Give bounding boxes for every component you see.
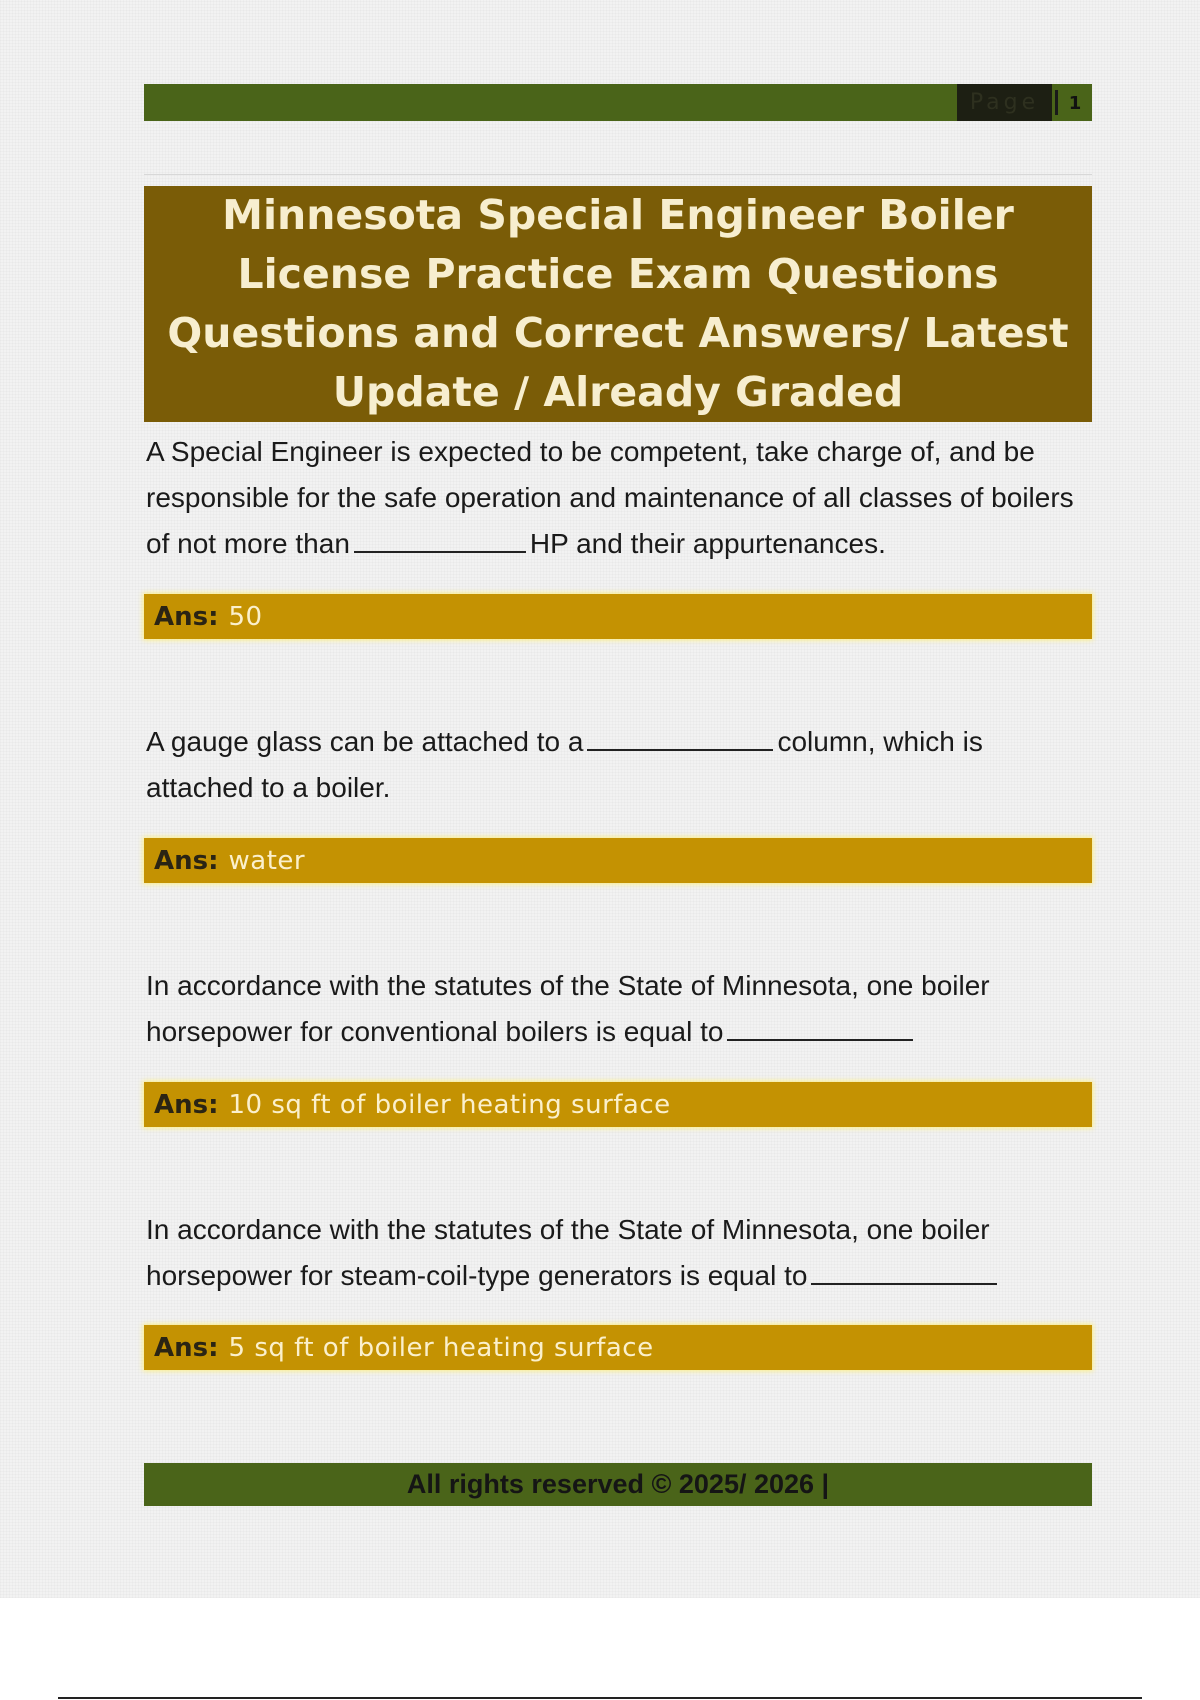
answer-1-value: 50 [228,601,263,632]
question-2 [146,719,1086,811]
title-banner [144,186,1092,422]
question-2-text-before: A gauge glass can be attached to a [146,726,584,757]
answer-bar-2 [144,838,1092,883]
page-number: 1 [1068,93,1082,114]
answer-bar-4 [144,1325,1092,1370]
question-4-text-before: In accordance with the statutes of the State of Minnesota, one boiler horsepower for steam-coil-type generators is equal to [146,1214,990,1291]
footer-bar [144,1463,1092,1506]
answer-4-value: 5 sq ft of boiler heating surface [228,1332,654,1363]
answer-4-prefix: Ans: [154,1332,219,1363]
answer-2-value: water [228,845,306,876]
answer-2-prefix: Ans: [154,845,219,876]
answer-bar-3 [144,1082,1092,1127]
question-1-text-after: HP and their appurtenances. [529,528,886,559]
answer-3-prefix: Ans: [154,1089,219,1120]
answer-1-prefix: Ans: [154,601,219,632]
answer-3-value: 10 sq ft of boiler heating surface [228,1089,671,1120]
question-2-text-after: column, which is attached to a boiler. [146,726,983,803]
question-4-blank [811,1253,997,1285]
page-header-bar [144,84,1092,121]
question-4 [146,1207,1086,1299]
question-1-text-before: A Special Engineer is expected to be competent, take charge of, and be responsible for the safe operation and maintenance of all classes of boilers of not more than [146,436,1074,559]
question-2-blank [587,719,773,751]
header-divider [144,174,1092,175]
bottom-divider [58,1697,1142,1699]
footer-copyright: All rights reserved © 2025/ 2026 | [406,1469,830,1499]
page-number-separator [1055,90,1058,115]
question-3-blank [727,1009,913,1041]
question-3 [146,963,1086,1055]
page-label: Page [957,84,1052,121]
answer-bar-1 [144,594,1092,639]
document-title: Minnesota Special Engineer Boiler License Practice Exam Questions Questions and Correct Answers/ Latest Update / Already Graded [167,191,1069,416]
question-1-blank [354,521,526,553]
question-1 [146,429,1086,567]
question-3-text-before: In accordance with the statutes of the State of Minnesota, one boiler horsepower for conventional boilers is equal to [146,970,990,1047]
